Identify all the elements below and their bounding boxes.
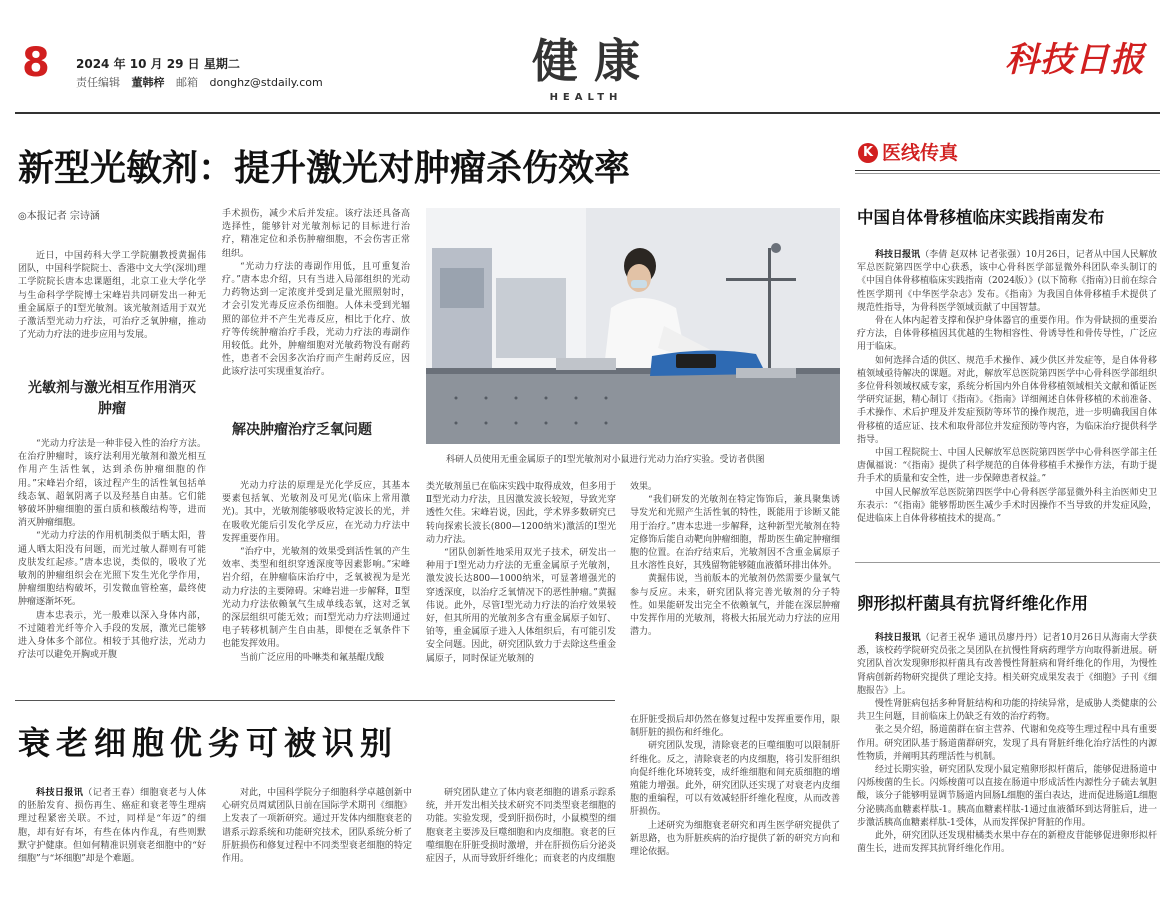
story2-lead: 科技日报讯 [875,633,921,643]
article2-lead: 科技日报讯 [36,788,84,798]
sidebar-rule [855,170,1160,171]
newspaper-logo: 科技日报 [1005,40,1145,80]
article1-subhead-2: 解决肿瘤治疗乏氧问题 [232,422,372,438]
article-divider [15,700,615,701]
paragraph: 效果。 [630,482,658,492]
paragraph: 手术损伤，减少术后并发症。该疗法还具备高选择性，能够针对光敏剂标记的目标进行治疗，精准定位和杀伤肿瘤细胞，不会伤害正常组织。 [222,209,410,259]
paragraph: 当前广泛应用的卟啉类和氟基醌戊酸 [240,652,385,663]
email: donghz@stdaily.com [209,76,323,89]
section-subtitle: HEALTH [549,92,623,103]
article1-headline: 新型光敏剂：提升激光对肿瘤杀伤效率 [18,148,631,189]
sidebar-story1-body [857,249,1157,555]
story1-lead: 科技日报讯 [875,250,921,260]
sidebar-column-header [858,140,1158,166]
article2-headline: 衰老细胞优劣可被识别 [18,724,399,762]
email-label: 邮箱 [176,76,198,89]
paragraph: 此外，研究团队还发现柑橘类水果中存在的新橙皮苷能够促进卵形拟杆菌生长，进而发挥其抗肾纤维化作用。 [857,831,1157,855]
article1-photo-caption: 科研人员使用无重金属原子的Ⅰ型光敏剂对小鼠进行光动力治疗实验。受访者供图 [446,455,765,465]
paragraph: 细胞衰老与人体的胚胎发育、损伤再生、癌症和衰老等生理病理过程紧密关联。不过，同样是“年迈”的细胞，却有好有坏，有些在体内作乱，有些则默默守护健康。但如何精准识别衰老细胞中的“好细胞”与“坏细胞”却是个难题。 [18,788,206,865]
paragraph: 类光敏剂虽已在临床实践中取得成效，但多用于Ⅱ型光动力疗法，且因激发波长较短，导致光穿透性欠佳。宋峰岩说，因此，学术界多数研究已转向探索长波长(800—1200纳米)激活的Ⅰ型光动力疗法。 [426,482,616,545]
paragraph: 唐本忠表示，光一般难以深入身体内部，不过随着光纤等介入手段的发展，激光已能够进入身体多个部位。相较于其他疗法，光动力疗法可以避免开胸或开腹 [18,610,206,661]
article1-col2-top [222,208,410,404]
paragraph: 中国人民解放军总医院第四医学中心骨科医学部显微外科主治医师史卫东表示：“《指南》能够帮助医生减少手术时因操作不当导致的并发症风险，促进临床上自体骨移植技术的提高。” [857,487,1157,525]
date-line: 2024 年 10 月 29 日 星期二 [76,57,240,71]
sidebar-story1-headline: 中国自体骨移植临床实践指南发布 [857,208,1105,227]
paragraph: “光动力疗法是一种非侵入性的治疗方法。在治疗肿瘤时，该疗法利用光敏剂和激光相互作用产生活性氧，达到杀伤肿瘤细胞的作用。”宋峰岩介绍，该过程产生的活性氧包括单线态氧、超氧阴离子以及羟基自由基。它们能够破坏肿瘤细胞的蛋白质和核酸结构等，进而消灭肿瘤细胞。 [18,439,206,529]
editor-line [76,74,323,90]
sidebar-story2-body [857,632,1157,890]
paragraph: 在肝脏受损后却仍然在修复过程中发挥重要作用，限制肝脏的损伤和纤维化。 [630,715,840,739]
paragraph: 如何选择合适的供区、规范手术操作、减少供区并发症等，是自体骨移植领域亟待解决的课题。对此，解放军总医院第四医学中心骨科医学部组织多位骨科领域权威专家，系统分析国内外自体骨移植领域相关文献和循证医学研究证据，精心制订《指南》。《指南》详细阐述自体骨移植的术前准备、手术操作、术后护理及并发症预防等环节的操作规范，进一步明确我国自体骨移植的适应证、技术和取骨部位并发症预防等内容，为临床治疗提供科学指导。 [857,355,1157,445]
article1-col1-p1: 近日，中国药科大学工学院蒯教授黄掘伟团队，中国科学院院士、香港中文大学(深圳)理工学院院长唐本忠课题组，北京工业大学化学与生命科学学院博士宋峰岩共同研发出一种无重金属原子的Ⅰ型光敏剂。该光敏剂适用于双光子激活型光动力疗法，可治疗乏氧肿瘤，推动了光动力疗法的进步应用与发展。 [18,251,206,341]
editor-name: 董韩梓 [131,76,165,89]
page-number: 8 [22,40,50,86]
story2-reporters: （记者王祝华 通讯员廖丹丹） [920,633,1043,643]
sidebar-rule-thin [855,173,1160,174]
article2-col4 [630,714,840,889]
article1-col2-bottom [222,480,410,686]
article1-col3 [426,481,616,689]
sidebar-story2-headline: 卵形拟杆菌具有抗肾纤维化作用 [857,594,1088,613]
paragraph: “我们研发的光敏剂在特定饰饰后，兼具聚集诱导发光和光照产生活性氧的特性，既能用于诊断又能用于治疗。”唐本忠进一步解释，这种新型光敏剂在特定修饰后能自动靶向肿瘤细胞，帮助医生确定肿瘤细胞的位置。在治疗结束后，光敏剂因不含重金属原子且水溶性良好，其残留物能够随血液循环排出体外。 [630,495,840,572]
paragraph: “治疗中，光敏剂的效果受到活性氧的产生效率、类型和组织穿透深度等因素影响。”宋峰岩介绍，在肿瘤临床治疗中，乏氧被视为是光动力疗法的主要障碍。宋峰岩进一步解释，Ⅱ型光动力疗法依赖氧气生成单线态氧，这对乏氧的深层组织可能无效；而Ⅰ型光动力疗法则通过电子转移机制产生自由基，即便在乏氧条件下也能发挥效用。 [222,547,410,650]
article2-col1 [18,787,206,887]
masthead-rule [15,112,1160,114]
story1-text: 10月26日，记者从中国人民解放军总医院第四医学中心获悉，该中心骨科医学部显微外科团队牵头制订的《中国自体骨移植临床实践指南（2024版）》(以下简称《指南》)日前在综合性医学期刊《中华医学杂志》发布。《指南》为我国自体骨移植手术提供了规范性指导，为骨科医学领域贡献了中国智慧。 [857,250,1157,313]
paragraph [857,249,1157,315]
paragraph: “光动力疗法的作用机制类似于晒太阳，普通人晒太阳没有问题，而光过敏人群则有可能皮肤发红起疹。”唐本忠说，类似的，吸收了光敏剂的肿瘤组织会在光照下发生光化学作用，肿瘤细胞结构破坏，引发微血管栓塞，最终使肿瘤逐渐坏死。 [18,531,206,608]
paragraph: 研究团队发现，清除衰老的巨噬细胞可以限制肝纤维化。反之，清除衰老的内皮细胞，将引发肝组织向促纤维化环境转变，成纤维细胞和间充质细胞的增殖能力增强。此外，研究团队还实现了对衰老内皮细胞的重编程，可以有效减轻肝纤维化程度，从而改善肝损伤。 [630,741,840,818]
article1-photo [426,208,840,444]
article2-col2: 对此，中国科学院分子细胞科学卓越创新中心研究员周斌团队日前在国际学术期刊《细胞》上发表了一项新研究。通过开发体内细胞衰老的谱系示踪系统和功能研究技术，团队系统分析了肝脏损伤和修复过程中不同类型衰老细胞的特定作用。 [222,788,412,865]
article1-col4 [630,481,840,689]
lab-scene-illustration [426,208,840,444]
column-name: 医线传真 [882,142,959,164]
paragraph: 慢性肾脏病包括多种肾脏结构和功能的持续异常，是威胁人类健康的公共卫生问题，目前临床上仍缺乏有效的治疗药物。 [857,699,1157,723]
column-logo-icon: K [858,143,878,163]
paragraph: 黄掘伟说，当前版本的光敏剂仍然需要少量氧气参与反应。未来，研究团队将完善光敏剂的分子特性。如果能研发出完全不依赖氧气，并能在深层肿瘤中发挥作用的光敏剂，将极大拓展光动力疗法的应用潜力。 [630,574,840,638]
article2-col3: 研究团队建立了体内衰老细胞的谱系示踪系统，并开发出相关技术研究不同类型衰老细胞的功能。实验发现，受到肝损伤时，小鼠模型的细胞衰老主要涉及巨噬细胞和内皮细胞。衰老的巨噬细胞在肝脏受损时激增，并在肝损伤后分泌炎症因子，从而导致肝纤维化；而衰老的内皮细胞 [426,788,616,865]
paragraph: 光动力疗法的原理是光化学反应，其基本要素包括氧、光敏剂及可见光(临床上常用激光)。其中，光敏剂能够吸收特定波长的光，并在吸收光能后引发化学反应，在光动力疗法中发挥重要作用。 [222,481,410,544]
paragraph: 中国工程院院士、中国人民解放军总医院第四医学中心骨科医学部主任唐佩福说：“《指南》提供了科学规范的自体骨移植手术操作方法，有助于提升手术的质量和安全性，进一步保障患者权益。” [857,448,1157,485]
story1-reporters: （李倩 赵双林 记者张强） [920,250,1026,260]
article1-subhead-1: 光敏剂与激光相互作用消灭肿瘤 [28,380,196,417]
paragraph: 上述研究为细胞衰老研究和再生医学研究提供了新思路，也为肝脏疾病的治疗提供了新的研究方向和理论依据。 [630,820,840,858]
paragraph: 骨在人体内起着支撑和保护身体器官的重要作用。作为骨缺损的重要治疗方法，自体骨移植因其优越的生物相容性、骨诱导性和骨传导性，广泛应用于临床。 [857,316,1157,353]
article1-col1-p2 [18,438,206,662]
paragraph [857,632,1157,698]
editor-label: 责任编辑 [76,76,120,89]
paragraph: 张之昊介绍，肠道菌群在宿主营养、代谢和免疫等生理过程中具有重要作用。研究团队基于肠道菌群研究，发现了具有肾脏纤维化治疗活性的内源性物质，并阐明其药理活性与机制。 [857,725,1157,762]
paragraph: 经过长期实验，研究团队发现小鼠定殖卵形拟杆菌后，能够促进肠道中闪烁梭菌的生长。闪烁梭菌可以直接在肠道中形成活性内源性分子硫去氧胆酸，该分子能够明显调节肠道内回肠L细胞的蛋白表达，进而促进肠道L细胞分泌胰高血糖素样肽-1。胰高血糖素样肽-1通过血液循环到达肾脏后，进一步激活胰高血糖素样肽-1受体，从而发挥保护肾脏的作用。 [857,765,1157,828]
paragraph: “光动力疗法的毒副作用低，且可重复治疗。”唐本忠介绍，只有当进入局部组织的光动力药物达到一定浓度并受到足量光照照射时，才会引发光毒反应杀伤细胞。人体未受到光辐照的部位并不产生光毒反应，相比于化疗、放疗等传统肿瘤治疗手段，光动力疗法的毒副作用较低。此外，肿瘤细胞对光敏药物没有耐药性，患者不会因多次治疗而产生耐药反应，因此该疗法可实现重复治疗。 [222,261,410,378]
sidebar-divider [855,562,1160,563]
article2-reporter: （记者王春） [83,788,141,798]
section-title: 健 康 [531,34,640,88]
paragraph: “团队创新性地采用双光子技术，研发出一种用于Ⅰ型光动力疗法的无重金属原子光敏剂，激发波长达800—1000纳米，可显著增强光的穿透深度，以治疗乏氧情况下的恶性肿瘤。”黄掘伟说。此外，尽管Ⅰ型光动力疗法的治疗效果较好，但其所用的光敏剂多含有重金属原子如钌、铂等，重金属原子进入人体组织后，有可能引发安全问题。因此，研究团队致力于去除这些重金属原子，同时保证光敏剂的 [426,548,616,664]
article1-byline: ◎本报记者 宗诗涵 [18,211,100,222]
story2-text: 记者10月26日从海南大学获悉，该校药学院研究员张之昊团队在抗慢性肾病药理学方向取得新进展。研究团队首次发现卵形拟杆菌具有改善慢性肾脏病和肾纤维化的作用，为慢性肾病创新药物研究提供了理论支持。相关研究成果发表于《细胞》子刊《细胞报告》上。 [857,633,1157,696]
